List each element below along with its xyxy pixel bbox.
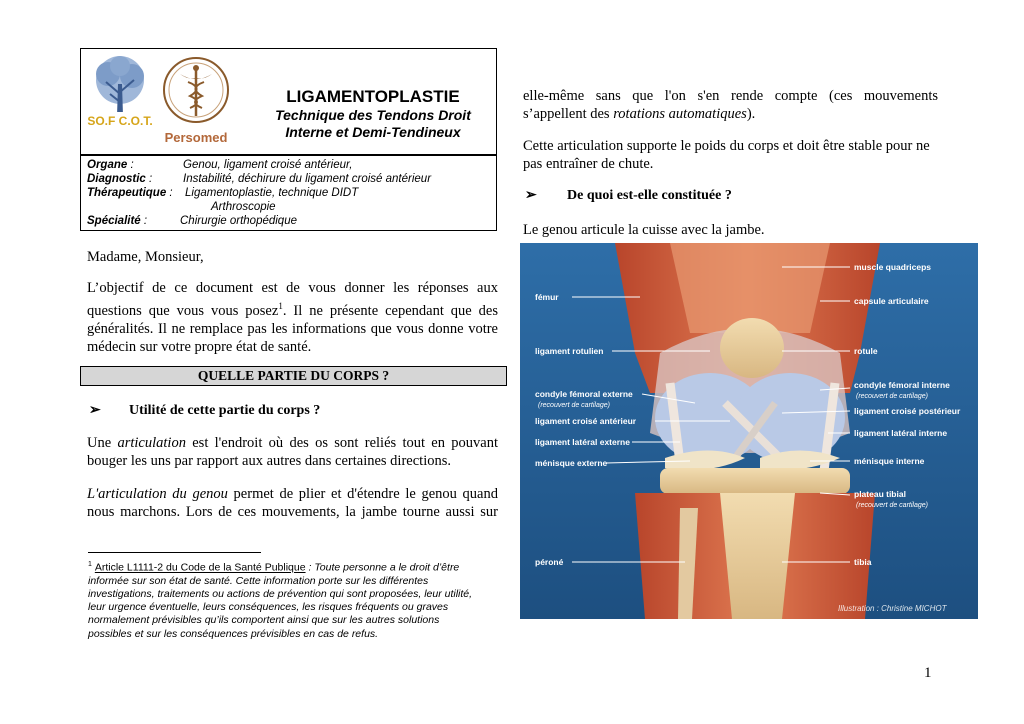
label-femur: fémur	[535, 292, 559, 302]
info-row-organe: Organe :	[87, 159, 134, 171]
specialite-value: Chirurgie orthopédique	[180, 215, 297, 227]
bullet-utilite	[89, 402, 321, 420]
therapeutique-value-1: Ligamentoplastie, technique DIDT	[185, 187, 359, 199]
organe-label: Organe	[87, 159, 128, 171]
info-box	[80, 155, 497, 231]
footnote-marker: 1	[278, 301, 283, 311]
therapeutique-value-2: Arthroscopie	[211, 201, 276, 213]
persomed-logo	[160, 54, 232, 146]
genou-paragraph: L'articulation du genou permet de plier et d'étendre le genou quand nous marchons. Lors de ces mouvements, la jambe tourne aussi sur	[87, 486, 498, 520]
persomed-logo-text: Persomed	[164, 130, 228, 145]
intro-line-4: médecin sur votre propre état de santé.	[87, 338, 312, 355]
page-number: 1	[924, 665, 932, 681]
intro-line-1: L’objectif de ce document est de vous donner les réponses aux	[87, 280, 498, 296]
label-perone: péroné	[535, 557, 564, 567]
greeting: Madame, Monsieur,	[87, 249, 204, 265]
document-title: LIGAMENTOPLASTIE	[286, 87, 460, 106]
subtitle-line-2: Interne et Demi-Tendineux	[285, 124, 461, 140]
info-row-therapeutique: Thérapeutique :	[87, 187, 173, 199]
label-condyle-interne: condyle fémoral interne	[854, 380, 950, 390]
bullet-utilite-text: Utilité de cette partie du corps ?	[129, 403, 321, 418]
label-lca: ligament croisé antérieur	[535, 416, 637, 426]
diagnostic-value: Instabilité, déchirure du ligament croisé antérieur	[183, 173, 432, 185]
intro-line-2: questions que vous vous posez$^1$. Il ne présente cependant que des	[87, 301, 499, 319]
footnote: $^1$ Article L1111-2 du Code de la Santé Publique : Toute personne a le droit d’être informée sur son état de santé. Cette information porte sur les différentes investigations, traitements ou actions de prévention qui sont proposées, leur utilité, leur urgence éventuelle, leurs conséquences, les risques fréquents ou graves normalement prévisibles qu’ils comportent ainsi que sur les autres solutions possibles et sur les conséquences prévisibles en cas de refus.	[88, 561, 473, 640]
subtitle-line-1: Technique des Tendons Droit	[275, 107, 471, 123]
therapeutique-label: Thérapeutique	[87, 187, 167, 199]
label-condyle-externe-sub: (recouvert de cartilage)	[538, 402, 610, 409]
info-row-specialite: Spécialité :	[87, 215, 148, 227]
label-muscle-quadriceps: muscle quadriceps	[854, 262, 932, 272]
label-menisque-externe: ménisque externe	[535, 458, 608, 468]
illustration-credit: Illustration : Christine MICHOT	[838, 604, 947, 613]
intro-paragraph	[87, 279, 498, 356]
articulation-paragraph: Une articulation est l'endroit où des os sont reliés tout en pouvant bouger les uns par rapport aux autres dans certaines directions.	[87, 435, 498, 469]
genou-articule-text: Le genou articule la cuisse avec la jambe.	[523, 222, 765, 238]
label-condyle-externe: condyle fémoral externe	[535, 389, 633, 399]
arrow-bullet-icon: ➢	[525, 188, 537, 203]
knee-anatomy-illustration	[520, 243, 978, 619]
organe-value: Genou, ligament croisé antérieur,	[183, 159, 353, 171]
label-lcp: ligament croisé postérieur	[854, 406, 961, 416]
label-lle: ligament latéral externe	[535, 437, 630, 447]
sofcot-logo-text: SO.F C.O.T.	[87, 114, 153, 128]
bullet-constitution-text: De quoi est-elle constituée ?	[567, 188, 732, 203]
document-subtitle	[253, 107, 493, 141]
label-condyle-interne-sub: (recouvert de cartilage)	[856, 393, 928, 400]
label-capsule-articulaire: capsule articulaire	[854, 296, 929, 306]
label-lli: ligament latéral interne	[854, 428, 948, 438]
continuation-paragraph: elle-même sans que l'on s'en rende compte (ces mouvements s’appellent des rotations automatiques).	[523, 88, 938, 122]
label-rotule: rotule	[854, 346, 878, 356]
arrow-bullet-icon: ➢	[89, 403, 101, 418]
label-plateau-tibial-sub: (recouvert de cartilage)	[856, 502, 928, 509]
footnote-reference: Article L1111-2 du Code de la Santé Publique	[94, 561, 306, 574]
label-ligament-rotulien: ligament rotulien	[535, 346, 604, 356]
sofcot-logo	[84, 54, 156, 132]
label-tibia: tibia	[854, 557, 872, 567]
diagnostic-label: Diagnostic	[87, 173, 146, 185]
label-plateau-tibial: plateau tibial	[854, 489, 906, 499]
section-heading: QUELLE PARTIE DU CORPS ?	[80, 366, 507, 386]
info-row-diagnostic: Diagnostic :	[87, 173, 153, 185]
footnote-separator	[88, 552, 261, 553]
intro-line-3: généralités. Il ne remplace pas les informations que vous donne votre	[87, 320, 498, 337]
support-paragraph: Cette articulation supporte le poids du corps et doit être stable pour ne pas entraîner de chute.	[523, 138, 930, 172]
specialite-label: Spécialité	[87, 215, 141, 227]
bullet-constitution	[525, 187, 732, 205]
label-menisque-interne: ménisque interne	[854, 456, 925, 466]
